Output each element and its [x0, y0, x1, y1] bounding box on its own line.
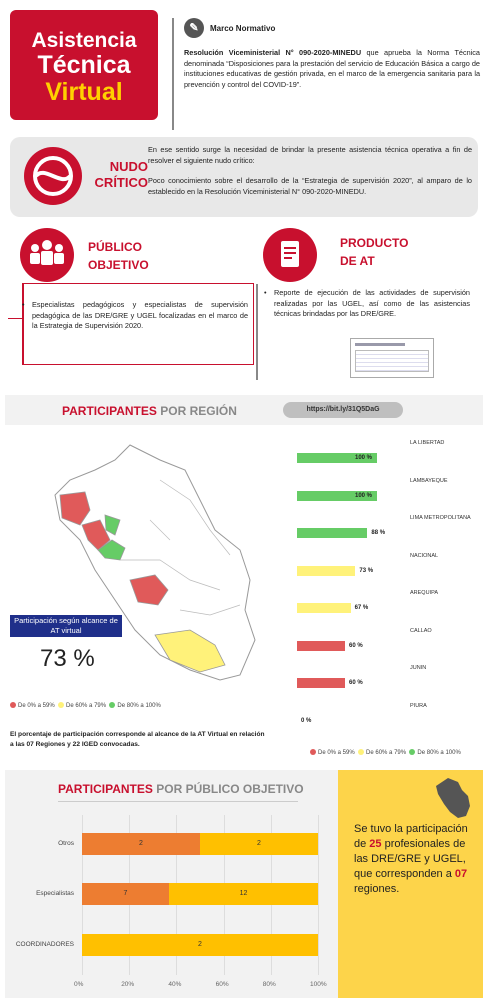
legend-green-dot [109, 702, 115, 708]
publico-chart-title [58, 782, 304, 796]
x-tick-label: 100% [310, 981, 327, 988]
map-legend-1: De 0% a 59% [10, 703, 55, 709]
region-note: El porcentaje de participación corresponde al alcance de la AT Virtual en relación a las 07 Regiones y 22 IGED convocadas. [10, 731, 265, 748]
people-svg [20, 228, 74, 282]
publico-chart-title-rest: POR PÚBLICO OBJETIVO [152, 782, 304, 796]
region-bar-value: 88 % [371, 530, 386, 536]
region-label: NACIONAL [410, 552, 439, 559]
region-title-strong: PARTICIPANTES [62, 404, 157, 418]
region-label: PIURA [410, 702, 427, 709]
legend-red-dot [10, 702, 16, 708]
producto-title [340, 234, 408, 270]
region-bar [297, 678, 345, 688]
summary-num2: 07 [454, 868, 468, 880]
publico-connector [8, 318, 22, 319]
knot-svg [24, 147, 82, 205]
document-svg [263, 228, 317, 282]
bars-legend-2: De 60% a 79% [358, 750, 406, 756]
region-bar-value: 100 % [355, 455, 373, 461]
producto-bullet [264, 288, 470, 320]
people-icon [20, 228, 74, 282]
title-line2: Técnica [37, 51, 131, 79]
legend-yellow-dot [58, 702, 64, 708]
bars-legend [310, 749, 461, 756]
publico-bullet [22, 300, 248, 332]
region-bar [297, 603, 351, 613]
knot-icon [24, 147, 82, 205]
map-legend-2: De 60% a 79% [58, 703, 106, 709]
publico-title-2: OBJETIVO [88, 258, 149, 272]
title-line3: Virtual [45, 78, 123, 106]
producto-title-2: DE AT [340, 254, 375, 268]
marco-normativo [172, 18, 480, 130]
map-legend-3: De 80% a 100% [109, 703, 160, 709]
region-bar-value: 67 % [354, 605, 369, 611]
region-label: JUNIN [410, 665, 427, 671]
region-bar [297, 566, 355, 576]
bullet-dot: • [22, 300, 25, 309]
publico-bar-segment: 2 [82, 833, 200, 855]
marco-heading-row [184, 18, 480, 38]
region-bar-value: 73 % [359, 567, 374, 574]
peru-silhouette-icon [434, 776, 474, 820]
region-bar [297, 641, 345, 651]
producto-bullet-text: Reporte de ejecución de las actividades de supervisión realizadas por las UGEL, así como de las asistencias técnicas brindadas por las DRE/GRE. [274, 288, 470, 318]
region-bar-value: 100 % [355, 492, 373, 499]
region-label: LIMA METROPOLITANA [410, 515, 471, 521]
publico-category-label: Otros [58, 840, 74, 847]
region-label: LA LIBERTAD [410, 440, 445, 446]
region-label: LAMBAYEQUE [410, 477, 448, 484]
region-label: CALLAO [410, 627, 432, 634]
report-thumbnail [350, 338, 434, 378]
region-link[interactable]: https://bit.ly/31Q5DaG [283, 402, 403, 418]
participation-label: Participación según alcance de AT virtual [10, 615, 122, 637]
nudo-text [148, 145, 472, 197]
region-bar-value: 60 % [349, 680, 363, 686]
participation-value: 73 % [40, 645, 95, 672]
publico-category-label: COORDINADORES [15, 941, 74, 948]
marco-heading: Marco Normativo [210, 23, 276, 33]
publico-category-label: Especialistas [36, 890, 74, 897]
region-bar [297, 528, 367, 538]
nudo-text2: Poco conocimiento sobre el desarrollo de la “Estrategia de supervisión 2020”, al amparo de lo establecido en la Resolución Viceministerial N° 090-2020-MINEDU. [148, 176, 472, 196]
summary-text: Se tuvo la participación de 25 profesionales de las DRE/GRE y UGEL, que corresponden a 07 regiones. [354, 823, 468, 895]
bullet-dot-2: • [264, 288, 267, 297]
region-title [62, 404, 237, 418]
marco-body: que aprueba la Norma Técnica denominada “Disposiciones para la prestación del servicio de Educación Básica a cargo de instituciones educativas de gestión privada, en el marco de la emergencia sanitaria para la prevención y control del COVID-19”. [184, 48, 480, 89]
publico-bar-segment: 12 [169, 883, 318, 905]
publico-chart-title-strong: PARTICIPANTES [58, 782, 153, 796]
summary-box [338, 770, 483, 998]
region-label: AREQUIPA [410, 590, 439, 596]
region-bar-value: 60 % [349, 642, 363, 649]
title-underline [58, 801, 298, 802]
title-box [10, 10, 158, 120]
bars-legend-3: De 80% a 100% [409, 750, 460, 756]
marco-bold: Resolución Viceministerial N° 090-2020-MINEDU [184, 48, 362, 57]
marco-text [184, 48, 480, 90]
publico-bullet-text: Especialistas pedagógicos y especialistas de supervisión pedagógica de las DRE/GRE y UGEL focalizadas en el marco de la Estrategia de Supervisión 2020. [32, 300, 248, 330]
x-tick-label: 80% [262, 981, 276, 988]
producto-title-1: PRODUCTO [340, 236, 409, 250]
publico-bar-segment: 7 [82, 883, 169, 905]
publico-bar-segment: 2 [82, 934, 318, 956]
publico-title-1: PÚBLICO [88, 240, 142, 254]
bars-legend-1: De 0% a 59% [310, 750, 355, 756]
nudo-critico [10, 137, 478, 217]
producto-divider [256, 284, 258, 380]
x-tick-label: 60% [215, 981, 229, 988]
nudo-label-2: CRÍTICO [94, 175, 148, 190]
pencil-icon: ✎ [184, 18, 204, 38]
nudo-label-1: NUDO [109, 159, 148, 174]
map-legend [10, 702, 161, 709]
region-title-rest: POR REGIÓN [156, 404, 237, 418]
x-tick-label: 20% [121, 981, 135, 988]
nudo-text1: En ese sentido surge la necesidad de brindar la presente asistencia técnica operativa a fin de resolver el siguiente nudo crítico: [148, 145, 472, 165]
x-tick-label: 0% [74, 981, 84, 988]
nudo-label [88, 159, 148, 191]
grid-line [318, 815, 319, 975]
summary-num1: 25 [369, 838, 382, 850]
publico-bar-segment: 2 [200, 833, 318, 855]
publico-title [88, 238, 149, 274]
x-tick-label: 40% [168, 981, 182, 988]
region-bar-value: 0 % [301, 717, 312, 724]
document-icon [263, 228, 317, 282]
title-line1: Asistencia [31, 29, 137, 52]
